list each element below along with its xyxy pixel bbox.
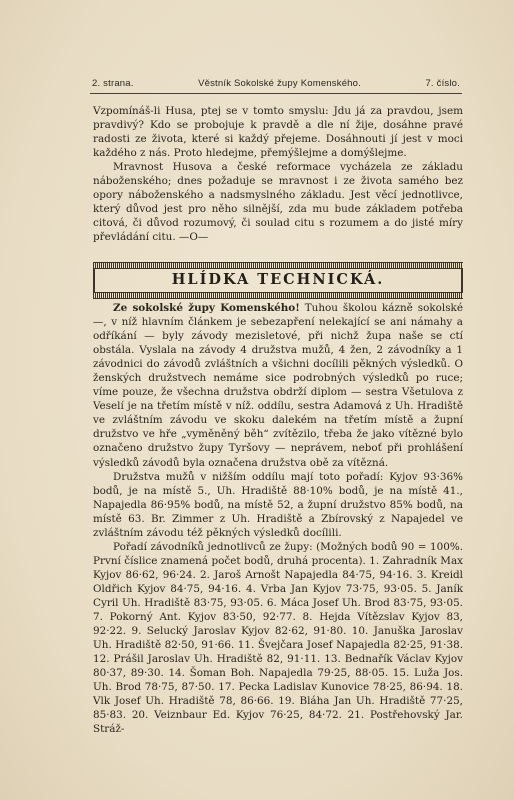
- journal-title: Věstník Sokolské župy Komenského.: [198, 78, 361, 89]
- intro-text: [93, 104, 463, 244]
- article-paragraph-1: [93, 301, 463, 470]
- intro-paragraph-2: Mravnost Husova a české reformace vycházela ze základu náboženského; dnes požaduje se mravnost i ze života samého bez opory náboženského a nadsmyslného základu. Jest věcí jednotlivce, který důvod jest pro něho silnější, zda mu bude základem potřeba citová, či důvod rozumový, či soulad citu s rozumem a do jisté míry převládání citu. —O—: [93, 161, 463, 244]
- banner-rule-top: [93, 262, 463, 269]
- running-header: [92, 78, 460, 89]
- header-rule: [90, 93, 462, 94]
- article-text: [93, 301, 463, 736]
- section-title: HLÍDKA TECHNICKÁ.: [171, 271, 385, 288]
- article-paragraph-3: Pořadí závodníků jednotlivců ze župy: (Možných bodů 90 = 100%. První číslice znamená počet bodů, druhá procenta). 1. Zahradník Max Kyjov 86·62, 96·24. 2. Jaroš Arnošt Napajedla 84·75, 94·16. 3. Kreidl Oldřich Kyjov 84·75, 94·16. 4. Vrba Jan Kyjov 73·75, 93·05. 5. Janík Cyril Uh. Hradiště 83·75, 93·05. 6. Máca Josef Uh. Brod 83·75, 93·05. 7. Pokorný Ant. Kyjov 83·50, 92·77. 8. Hejda Vítězslav Kyjov 83, 92·22. 9. Selucký Jaroslav Kyjov 82·62, 91·80. 10. Januška Jaroslav Uh. Hradiště 82·50, 91·66. 11. Švejčara Josef Napajedla 82·25, 91·38. 12. Prášil Jaroslav Uh. Hradiště 82, 91·11. 13. Bednařík Václav Kyjov 80·37, 89·30. 14. Šoman Boh. Napajedla 79·25, 88·05. 15. Luža Jos. Uh. Brod 78·75, 87·50. 17. Pecka Ladislav Kunovice 78·25, 86·94. 18. Vlk Josef Uh. Hradiště 78, 86·66. 19. Bláha Jan Uh. Hradiště 77·25, 85·83. 20. Veiznbaur Ed. Kyjov 76·25, 84·72. 21. Postřehovský Jar. Stráž-: [93, 540, 463, 736]
- issue-number: 7. číslo.: [425, 78, 460, 89]
- banner-rule-bottom: [93, 292, 463, 299]
- article-paragraph-2: Družstva mužů v nižším oddílu mají toto pořadí: Kyjov 93·36% bodů, je na místě 5., Uh. Hradiště 88·10% bodů, je na místě 41., Napajedla 86·95% bodů, na místě 52, a župní družstvo 85% bodů, na místě 63. Br. Zimmer z Uh. Hradiště a Zbírovský z Napajedel ve zvláštním závodu též pěkných výsledků docílili.: [93, 470, 463, 539]
- intro-paragraph-1: Vzpomínáš-li Husa, ptej se v tomto smyslu: Jdu já za pravdou, jsem pravdivý? Kdo se probojuje k pravdě a dle ní žije, dosáhne pravé radosti ze života, které si každý přejeme. Dosáhnouti jí jest v moci každého z nás. Proto hledejme, přemýšlejme a domýšlejme.: [93, 105, 463, 160]
- page-number: 2. strana.: [92, 78, 134, 89]
- article-paragraph-1-body: Tuhou školou kázně sokolské —, v níž hlavním článkem je sebezapření nelekající se ani námahy a odříkání — byly závody mezisletové, při nichž župa naše se ctí obstála. Vyslala na závody 4 družstva mužů, 4 žen, 2 závodníky a 1 závodnici do závodů zvláštních a všichni docílili pěkných výsledků. O ženských družstvech nemáme sice podrobných výsledků po ruce; víme pouze, že všechna družstva obdrží diplom — sestra Všetulova z Veselí je na třetím místě v níž. oddílu, sestra Adamová z Uh. Hradiště ve zvláštním závodu ve skoku dalekém na třetím místě a župní družstvo ve hře „vyměněný běh“ zvítězilo, třeba že jako vítězné bylo označeno družstvo župy Tyršovy — neprávem, neboť při prohlášení výsledků závodů byla označena družstva obě za vítězná.: [93, 302, 463, 469]
- section-banner: [93, 262, 463, 298]
- article-lead: Ze sokolské župy Komenského!: [113, 302, 300, 314]
